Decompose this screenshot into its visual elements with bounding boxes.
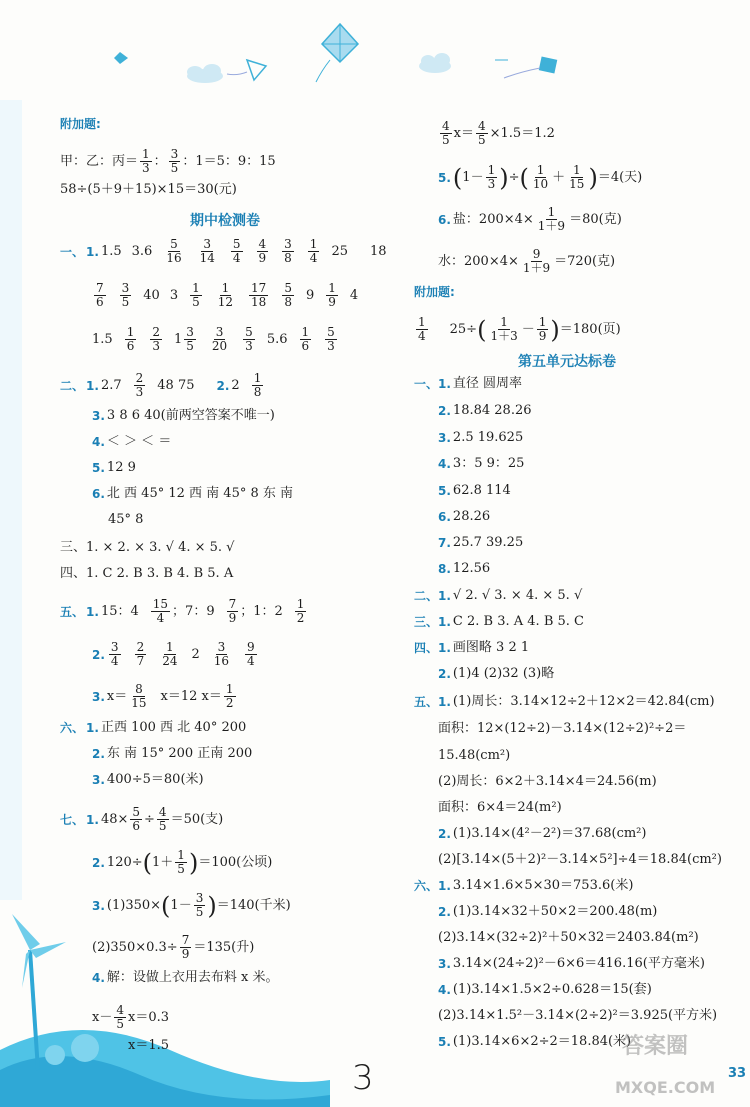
answer-line: 六、1. 3.14×1.6×5×30＝753.6(米) bbox=[414, 878, 634, 893]
kite-icon bbox=[495, 56, 557, 78]
answer-line-q1-row2: $\frac{7}{6}$ $\frac{3}{5}$ 40 3 $\frac{1}{5}$ $\frac{1}{12}$ $\frac{17}{18}$ $\frac{5}{8}$ 9 $\frac{1}{9}$ 4 bbox=[96, 281, 359, 309]
watermark-url: MXQE.COM bbox=[615, 1078, 716, 1097]
answer-line: 4. 3：5 9：25 bbox=[438, 456, 525, 471]
answer-line: 58÷(5＋9＋15)×15＝30(元) bbox=[60, 182, 237, 197]
header-decoration bbox=[0, 0, 750, 100]
answer-line: (2)3.14×(32÷2)²＋50×32＝2403.84(m²) bbox=[438, 930, 699, 945]
answer-line: 6. 盐：200×4× $\frac{1}{1+9}$ ＝80(克) bbox=[438, 205, 622, 233]
watermark-text: 答案圈 bbox=[622, 1034, 689, 1059]
answer-line-q3: 三、1. × 2. × 3. √ 4. × 5. √ bbox=[60, 540, 235, 555]
appendix-label: 附加题: bbox=[414, 285, 455, 299]
answer-line: 2. (1)4 (2)32 (3)略 bbox=[438, 666, 555, 681]
answer-line: 4. (1)3.14×1.5×2÷0.628＝15(套) bbox=[438, 982, 652, 997]
answer-line: 3. 3 8 6 40(前两空答案不唯一) bbox=[92, 408, 275, 423]
answer-line: 6. 北 西 45° 12 西 南 45° 8 东 南 bbox=[92, 486, 294, 501]
answer-line-q5-3: 3. x＝ $\frac{8}{15}$ x＝12 x＝ $\frac{1}{2}$ bbox=[92, 682, 234, 710]
answer-line: 2. 东 南 15° 200 正南 200 bbox=[92, 746, 253, 761]
answer-line: 2. (1)3.14×(4²－2²)＝37.68(cm²) bbox=[438, 826, 647, 841]
kite-icon bbox=[114, 52, 128, 64]
kite-icon bbox=[227, 60, 266, 80]
answer-line: 三、1. C 2. B 3. A 4. B 5. C bbox=[414, 614, 584, 629]
answer-line-q4: 四、1. C 2. B 3. B 4. B 5. A bbox=[60, 566, 234, 581]
answer-line: $\frac{1}{4}$ 25÷ ( $\frac{1}{1+3}$ － $\frac{1}{9}$ ) ＝180(页) bbox=[418, 315, 621, 344]
answer-line: 15.48(cm²) bbox=[438, 748, 511, 763]
answer-line-q7-1: 七、 1. 48× $\frac{5}{6}$ ÷ $\frac{4}{5}$ ＝50(支) bbox=[60, 805, 224, 833]
answer-line: 6. 28.26 bbox=[438, 509, 491, 524]
page-number: 33 bbox=[728, 1066, 747, 1081]
answer-line: $\frac{4}{5}$ x＝ $\frac{4}{5}$ ×1.5＝1.2 bbox=[442, 119, 555, 147]
answer-line: 甲：乙：丙＝ $\frac{1}{3}$ ： $\frac{3}{5}$ ：1＝5：9：15 bbox=[60, 147, 276, 175]
kite-icon bbox=[316, 24, 358, 82]
answer-line: 3. 2.5 19.625 bbox=[438, 430, 524, 445]
answer-line: 四、1. 画图略 3 2 1 bbox=[414, 640, 530, 655]
answer-line: 5. (1)3.14×6×2÷2＝18.84(米) bbox=[438, 1034, 632, 1049]
answer-line-q5-1: 五、 1. 15：4 $\frac{15}{4}$ ；7：9 $\frac{7}{9}$ ；1：2 $\frac{1}{2}$ bbox=[60, 597, 305, 625]
answer-line: 面积：12×(12÷2)－3.14×(12÷2)²÷2＝ bbox=[438, 721, 687, 736]
answer-line-q7-2: 2. 120÷ ( 1＋ $\frac{1}{5}$ ) ＝100(公顷) bbox=[92, 848, 273, 877]
cloud-icon bbox=[187, 64, 223, 83]
section-title: 第五单元达标卷 bbox=[518, 354, 616, 370]
answer-line: 4. ＜ ＞ ＜ ＝ bbox=[92, 434, 172, 449]
answer-line: 二、1. √ 2. √ 3. × 4. × 5. √ bbox=[414, 588, 583, 603]
answer-line: 5. 12 9 bbox=[92, 460, 136, 475]
answer-line: 水：200×4× $\frac{9}{1+9}$ ＝720(克) bbox=[438, 247, 616, 275]
handwritten-mark: 3 bbox=[352, 1058, 374, 1098]
answer-line: (2)[3.14×(5＋2)²－3.14×5²]÷4＝18.84(cm²) bbox=[438, 852, 722, 867]
answer-line: 8. 12.56 bbox=[438, 561, 491, 576]
answer-line: 面积：6×4＝24(m²) bbox=[438, 800, 562, 815]
answer-line: 45° 8 bbox=[108, 512, 144, 527]
answer-line-q1-row1: 一、 1. 1.5 3.6 $\frac{5}{16}$ $\frac{3}{14}$ $\frac{5}{4}$ $\frac{4}{9}$ $\frac{3}{8}$ $\frac{1}{4}$ 25 18 bbox=[60, 237, 387, 265]
left-margin-band bbox=[0, 100, 22, 920]
answer-line-q2-1: 二、 1. 2.7 $\frac{2}{3}$ 48 75 2. 2 $\frac{1}{8}$ bbox=[60, 371, 262, 399]
answer-line: 3. 3.14×(24÷2)²－6×6＝416.16(平方毫米) bbox=[438, 956, 705, 971]
answer-line-q7-3: 3. (1)350× ( 1－ $\frac{3}{5}$ ) ＝140(千米) bbox=[92, 891, 291, 920]
answer-line-q7-3b: (2)350×0.3÷ $\frac{7}{9}$ ＝135(升) bbox=[92, 933, 255, 961]
answer-line: 3. 400÷5＝80(米) bbox=[92, 772, 204, 787]
answer-line-q6-1: 六、 1. 正西 100 西 北 40° 200 bbox=[60, 720, 247, 735]
answer-line: x＝1.5 bbox=[128, 1038, 170, 1053]
answer-line: 5. ( 1－ $\frac{1}{3}$ ) ÷ ( $\frac{1}{10}$ ＋ $\frac{1}{15}$ ) ＝4(天) bbox=[438, 163, 643, 192]
section-title: 期中检测卷 bbox=[190, 213, 260, 229]
appendix-label: 附加题: bbox=[60, 117, 101, 131]
answer-line: 2. 18.84 28.26 bbox=[438, 403, 532, 418]
answer-line: 7. 25.7 39.25 bbox=[438, 535, 524, 550]
answer-line-q5-2: 2. $\frac{3}{4}$ $\frac{2}{7}$ $\frac{1}{24}$ 2 $\frac{3}{16}$ $\frac{9}{4}$ bbox=[92, 640, 255, 668]
answer-line: 5. 62.8 114 bbox=[438, 483, 511, 498]
answer-line: 一、1. 直径 圆周率 bbox=[414, 376, 523, 391]
answer-line-q7-4: 4. 解：设做上衣用去布料 x 米。 bbox=[92, 970, 279, 985]
answer-line: x－ $\frac{4}{5}$ x＝0.3 bbox=[92, 1003, 169, 1031]
answer-line: (2)周长：6×2＋3.14×4＝24.56(m) bbox=[438, 774, 657, 789]
answer-line: 2. (1)3.14×32＋50×2＝200.48(m) bbox=[438, 904, 658, 919]
cloud-icon bbox=[419, 53, 451, 73]
answer-line: (2)3.14×1.5²－3.14×(2÷2)²＝3.925(平方米) bbox=[438, 1008, 718, 1023]
answer-line-q1-row3: 1.5 $\frac{1}{6}$ $\frac{2}{3}$ 1 $\frac{3}{5}$ $\frac{3}{20}$ $\frac{5}{3}$ 5.6 $\frac{1}{6}$ $\frac{5}{3}$ bbox=[92, 325, 335, 353]
answer-line: 五、1. (1)周长：3.14×12÷2＋12×2＝42.84(cm) bbox=[414, 694, 715, 709]
